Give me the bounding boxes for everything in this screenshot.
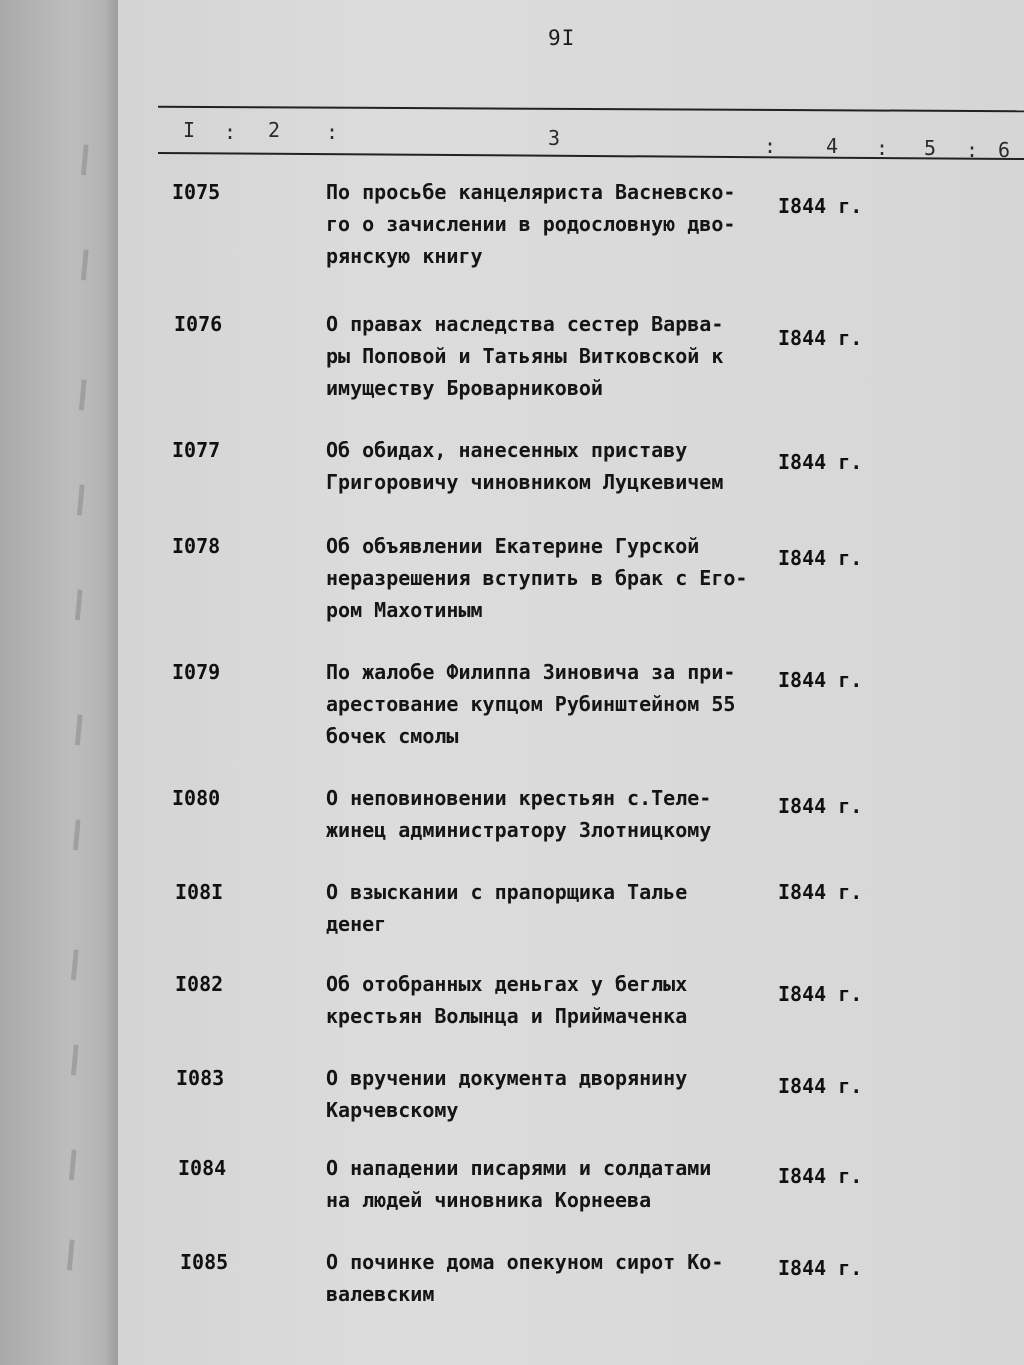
bleed-through-mark: ▬▬▬ [64, 948, 87, 982]
column-header-5: 5 [924, 136, 937, 160]
record-description [326, 308, 776, 404]
record-year: I844 г. [778, 1256, 863, 1280]
record-description-line: ры Поповой и Татьяны Витковской к [326, 344, 724, 368]
record-description [326, 1152, 776, 1216]
record-description [326, 1246, 776, 1310]
bleed-through-mark: ▬▬▬ [68, 713, 91, 747]
record-description-line: на людей чиновника Корнеева [326, 1188, 652, 1212]
bleed-through-mark: ▬▬▬ [68, 588, 91, 622]
record-description-line: крестьян Волынца и Приймаченка [326, 1004, 688, 1028]
bleed-through-mark: ▬▬▬ [60, 1238, 83, 1272]
record-description-line: ром Махотиным [326, 598, 483, 622]
record-description-line: Об отобранных деньгах у беглых [326, 972, 688, 996]
column-header-1: I [183, 118, 196, 142]
record-description-line: О неповиновении крестьян с.Теле- [326, 786, 712, 810]
column-header-6: 6 [998, 138, 1011, 162]
record-description [326, 434, 776, 498]
record-number: I083 [176, 1066, 225, 1090]
record-number: I080 [172, 786, 221, 810]
record-year: I844 г. [778, 880, 863, 904]
column-separator: : [764, 134, 777, 158]
record-year: I844 г. [778, 450, 863, 474]
record-number: I079 [172, 660, 221, 684]
record-description-line: По жалобе Филиппа Зиновича за при- [326, 660, 736, 684]
record-description-line: валевским [326, 1282, 435, 1306]
book-spine-left-page [0, 0, 118, 1365]
page-number: 9I [548, 26, 576, 50]
record-year: I844 г. [778, 1164, 863, 1188]
record-number: I084 [178, 1156, 227, 1180]
record-description-line: неразрешения вступить в брак с Его- [326, 566, 748, 590]
record-description-line: По просьбе канцеляриста Васневско- [326, 180, 736, 204]
record-year: I844 г. [778, 668, 863, 692]
record-description-line: жинец администратору Злотницкому [326, 818, 712, 842]
column-separator: : [876, 136, 889, 160]
record-year: I844 г. [778, 982, 863, 1006]
record-description-line: Об объявлении Екатерине Гурской [326, 534, 700, 558]
column-header-4: 4 [826, 134, 839, 158]
record-year: I844 г. [778, 194, 863, 218]
record-description-line: рянскую книгу [326, 244, 483, 268]
record-description-line: бочек смолы [326, 724, 459, 748]
column-header-2: 2 [268, 118, 281, 142]
record-description [326, 1062, 776, 1126]
record-number: I082 [175, 972, 224, 996]
record-description-line: О правах наследства сестер Варва- [326, 312, 724, 336]
column-separator: : [966, 138, 979, 162]
record-description-line: О починке дома опекуном сирот Ко- [326, 1250, 724, 1274]
record-number: I076 [174, 312, 223, 336]
record-description-line: Карчевскому [326, 1098, 459, 1122]
record-year: I844 г. [778, 1074, 863, 1098]
record-description [326, 782, 776, 846]
record-description [326, 176, 776, 272]
record-description [326, 968, 776, 1032]
column-header-3: 3 [548, 126, 561, 150]
bleed-through-mark: ▬▬▬ [62, 1148, 85, 1182]
record-number: I085 [180, 1250, 229, 1274]
record-description-line: О вручении документа дворянину [326, 1066, 688, 1090]
bleed-through-mark: ▬▬▬ [74, 248, 97, 282]
record-description-line: Об обидах, нанесенных приставу [326, 438, 688, 462]
column-separator: : [326, 120, 339, 144]
record-description-line: арестование купцом Рубинштейном 55 [326, 692, 736, 716]
record-description [326, 876, 776, 940]
bleed-through-mark: ▬▬▬ [74, 143, 97, 177]
record-description-line: Григоровичу чиновником Луцкевичем [326, 470, 724, 494]
record-description-line: денег [326, 912, 387, 936]
record-description-line: О взыскании с прапорщика Талье [326, 880, 688, 904]
bleed-through-mark: ▬▬▬ [66, 818, 89, 852]
record-description [326, 530, 776, 626]
record-number: I08I [175, 880, 224, 904]
record-number: I075 [172, 180, 221, 204]
record-year: I844 г. [778, 326, 863, 350]
bleed-through-mark: ▬▬▬ [64, 1043, 87, 1077]
record-year: I844 г. [778, 794, 863, 818]
record-number: I077 [172, 438, 221, 462]
bleed-through-mark: ▬▬▬ [72, 378, 95, 412]
record-description-line: О нападении писарями и солдатами [326, 1156, 712, 1180]
column-separator: : [224, 120, 237, 144]
record-description-line: имуществу Броварниковой [326, 376, 603, 400]
record-description [326, 656, 776, 752]
record-number: I078 [172, 534, 221, 558]
record-description-line: го о зачислении в родословную дво- [326, 212, 736, 236]
bleed-through-mark: ▬▬▬ [70, 483, 93, 517]
record-year: I844 г. [778, 546, 863, 570]
